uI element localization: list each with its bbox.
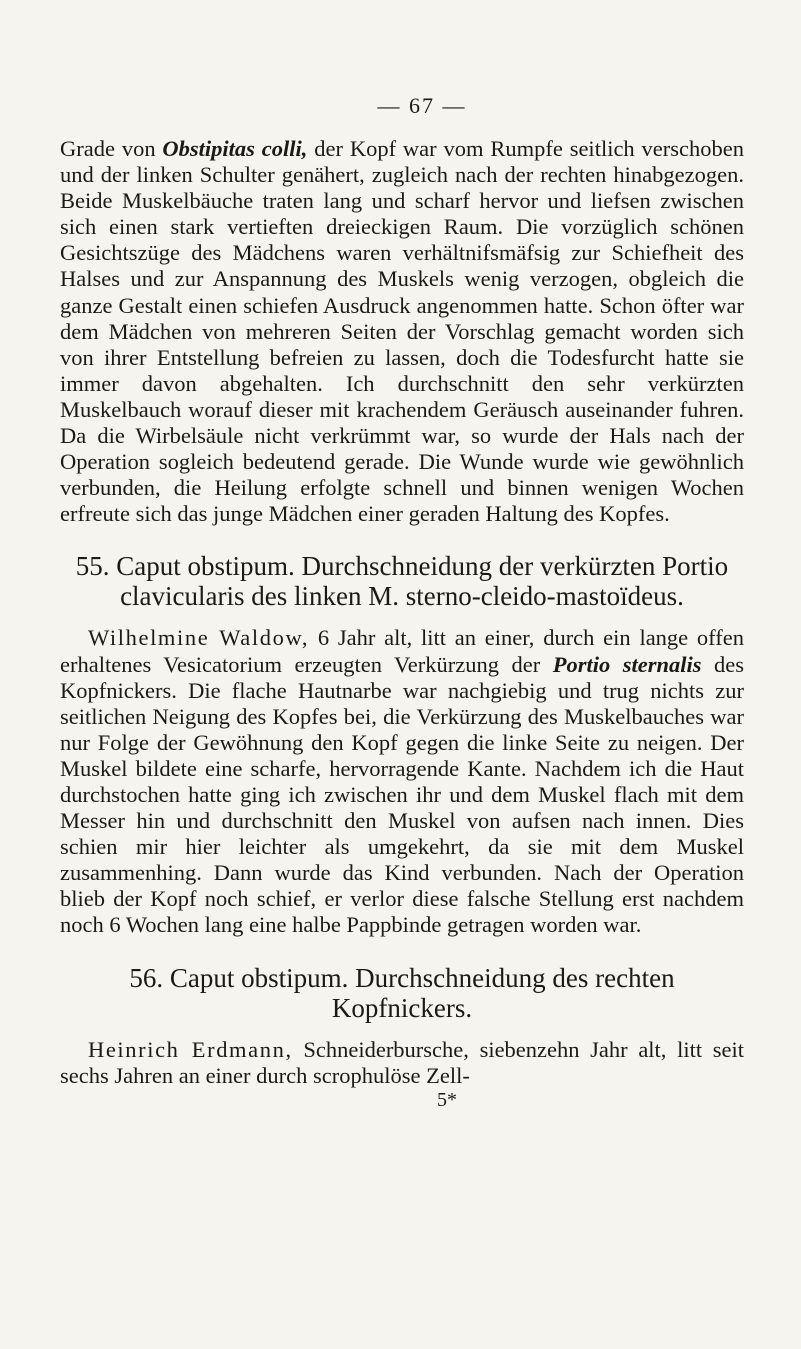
signature-mark: 5* — [437, 1088, 457, 1111]
case-paragraph-55 — [60, 625, 744, 938]
page-number: — 67 — — [377, 93, 467, 118]
section-heading-55: 55. Caput obstipum. Durchschneidung der verkürzten Portio clavicularis des linken M. sterno-cleido-mastoïdeus. — [75, 551, 729, 612]
case-text-55-a: 6 Jahr alt, litt an einer, durch ein lange offen erhaltenes Vesicatorium erzeugten Verkürzung der — [60, 625, 744, 677]
paragraph-text-body: der Kopf war vom Rumpfe seitlich verschoben und der linken Schulter genähert, zugleich nach der rechten hinabgezogen. Beide Muskelbäuche traten lang und scharf hervor und liefsen zwischen sich einen stark vertieften dreieckigen Raum. Die vorzüglich schönen Gesichtszüge des Mädchens waren verhältnifsmäfsig zur Schiefheit des Halses und zur Anspannung des Muskels wenig verzogen, obgleich die ganze Gestalt einen schiefen Ausdruck angenommen hatte. Schon öfter war dem Mädchen von mehreren Seiten der Vorschlag gemacht worden sich von ihrer Entstellung befreien zu lassen, doch die Todesfurcht hatte sie immer davon abgehalten. Ich durchschnitt den sehr verkürzten Muskelbauch worauf dieser mit krachendem Geräusch auseinander fuhren. Da die Wirbelsäule nicht verkrümmt war, so wurde der Hals nach der Operation sogleich bedeutend gerade. Die Wunde wurde wie gewöhnlich verbunden, die Heilung erfolgte schnell und binnen wenigen Wochen erfreute sich das junge Mädchen einer geraden Haltung des Kopfes. — [60, 136, 744, 527]
latin-term-obstipitas-colli: Obstipitas colli, — [162, 136, 308, 161]
paragraph-continuation — [60, 136, 744, 527]
document-page — [60, 86, 744, 1111]
case-text-56: Schneiderbursche, siebenzehn Jahr alt, litt seit sechs Jahren an einer durch scrophulöse Zell- — [60, 1036, 744, 1088]
case-text-55-b: des Kopfnickers. Die flache Hautnarbe war nachgiebig und trug nichts zur seitlichen Neigung des Kopfes bei, die Verkürzung des Muskelbauches war nur Folge der Gewöhnung den Kopf gegen die linke Seite zu neigen. Der Muskel bildete eine scharfe, hervorragende Kante. Nachdem ich die Haut durchstochen hatte ging ich zwischen ihr und dem Muskel flach mit dem Messer hin und durchschnitt den Muskel von aufsen nach innen. Dies schien mir hier leichter als umgekehrt, da sie mit dem Muskel zusammenhing. Dann wurde das Kind verbunden. Nach der Operation blieb der Kopf noch schief, er verlor diese falsche Stellung erst nachdem noch 6 Wochen lang eine halbe Pappbinde getragen worden war. — [60, 651, 744, 938]
case-paragraph-56 — [60, 1037, 744, 1089]
patient-name-55: Wilhelmine Waldow, — [88, 625, 310, 651]
patient-name-56: Heinrich Erdmann, — [88, 1036, 293, 1062]
section-heading-56: 56. Caput obstipum. Durchschneidung des rechten Kopfnickers. — [129, 962, 675, 1023]
paragraph-text-start: Grade von — [60, 136, 163, 161]
latin-term-portio-sternalis: Portio sternalis — [552, 651, 702, 677]
